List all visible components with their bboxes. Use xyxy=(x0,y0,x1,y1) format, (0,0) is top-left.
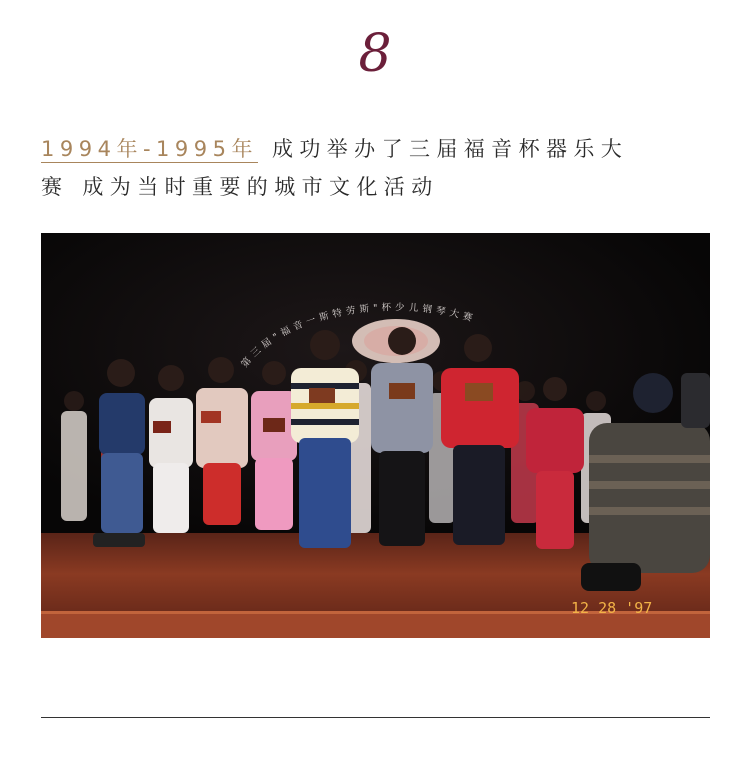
headline-years: 1994年-1995年 xyxy=(41,137,258,161)
headline xyxy=(41,130,713,206)
banner-text: 第三届"福音一斯特劳斯"杯少儿钢琴大赛 xyxy=(239,302,478,370)
date-stamp: 12 28 '97 xyxy=(571,599,653,617)
event-photo xyxy=(41,233,710,638)
section-number: 8 xyxy=(358,24,392,84)
headline-line2-start: 赛 xyxy=(41,175,69,199)
bottom-divider xyxy=(41,717,710,718)
headline-line2-rest: 成为当时重要的城市文化活动 xyxy=(82,175,439,199)
event-photo-scene xyxy=(41,233,710,638)
headline-line1: 成功举办了三届福音杯器乐大 xyxy=(271,137,629,161)
